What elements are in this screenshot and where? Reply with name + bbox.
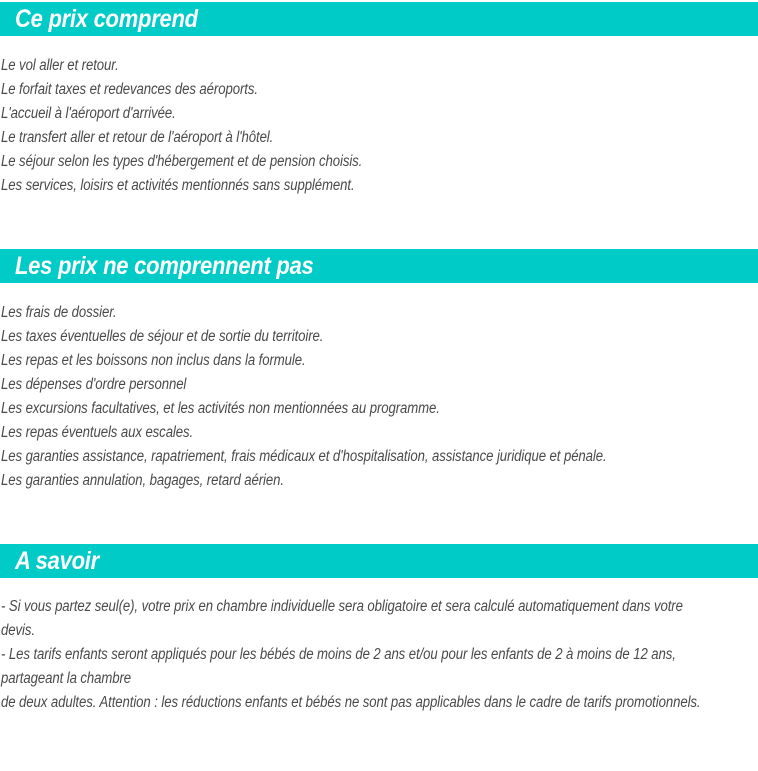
text-line: Le vol aller et retour. [1,57,119,74]
text-line: Les taxes éventuelles de séjour et de sortie du territoire. [1,328,324,345]
text-line: Le transfert aller et retour de l'aéroport à l'hôtel. [1,129,274,146]
section-header-price-includes [0,2,758,36]
text-line: de deux adultes. Attention : les réductions enfants et bébés ne sont pas applicables dans le cadre de tarifs promotionnels. [1,694,701,711]
text-line: Les frais de dossier. [1,304,117,321]
text-line: Les repas et les boissons non inclus dans la formule. [1,352,306,369]
section-good-to-know [0,544,758,715]
text-line: Les garanties annulation, bagages, retard aérien. [1,472,284,489]
section-price-excludes [0,249,758,493]
text-line: Les excursions facultatives, et les activités non mentionnées au programme. [1,400,440,417]
text-line: - Les tarifs enfants seront appliqués pour les bébés de moins de 2 ans et/ou pour les enfants de 2 à moins de 12 ans, [1,646,676,663]
section-title: Les prix ne comprennent pas [15,251,314,280]
section-body-price-excludes [0,283,758,493]
text-line: L'accueil à l'aéroport d'arrivée. [1,105,176,122]
section-header-good-to-know [0,544,758,578]
text-line: Le forfait taxes et redevances des aéroports. [1,81,258,98]
text-line: Les services, loisirs et activités mentionnés sans supplément. [1,177,355,194]
text-line: Les repas éventuels aux escales. [1,424,194,441]
text-line: Le séjour selon les types d'hébergement et de pension choisis. [1,153,363,170]
text-line: - Si vous partez seul(e), votre prix en chambre individuelle sera obligatoire et sera calculé automatiquement dans votre [1,598,683,615]
section-body-good-to-know [0,578,758,715]
section-title: Ce prix comprend [15,4,198,33]
section-header-price-excludes [0,249,758,283]
section-title: A savoir [15,546,99,575]
section-price-includes [0,2,758,198]
text-line: Les dépenses d'ordre personnel [1,376,187,393]
text-line: devis. [1,622,35,639]
text-line: partageant la chambre [1,670,132,687]
section-body-price-includes [0,36,758,198]
text-line: Les garanties assistance, rapatriement, frais médicaux et d'hospitalisation, assistance juridique et pénale. [1,448,607,465]
